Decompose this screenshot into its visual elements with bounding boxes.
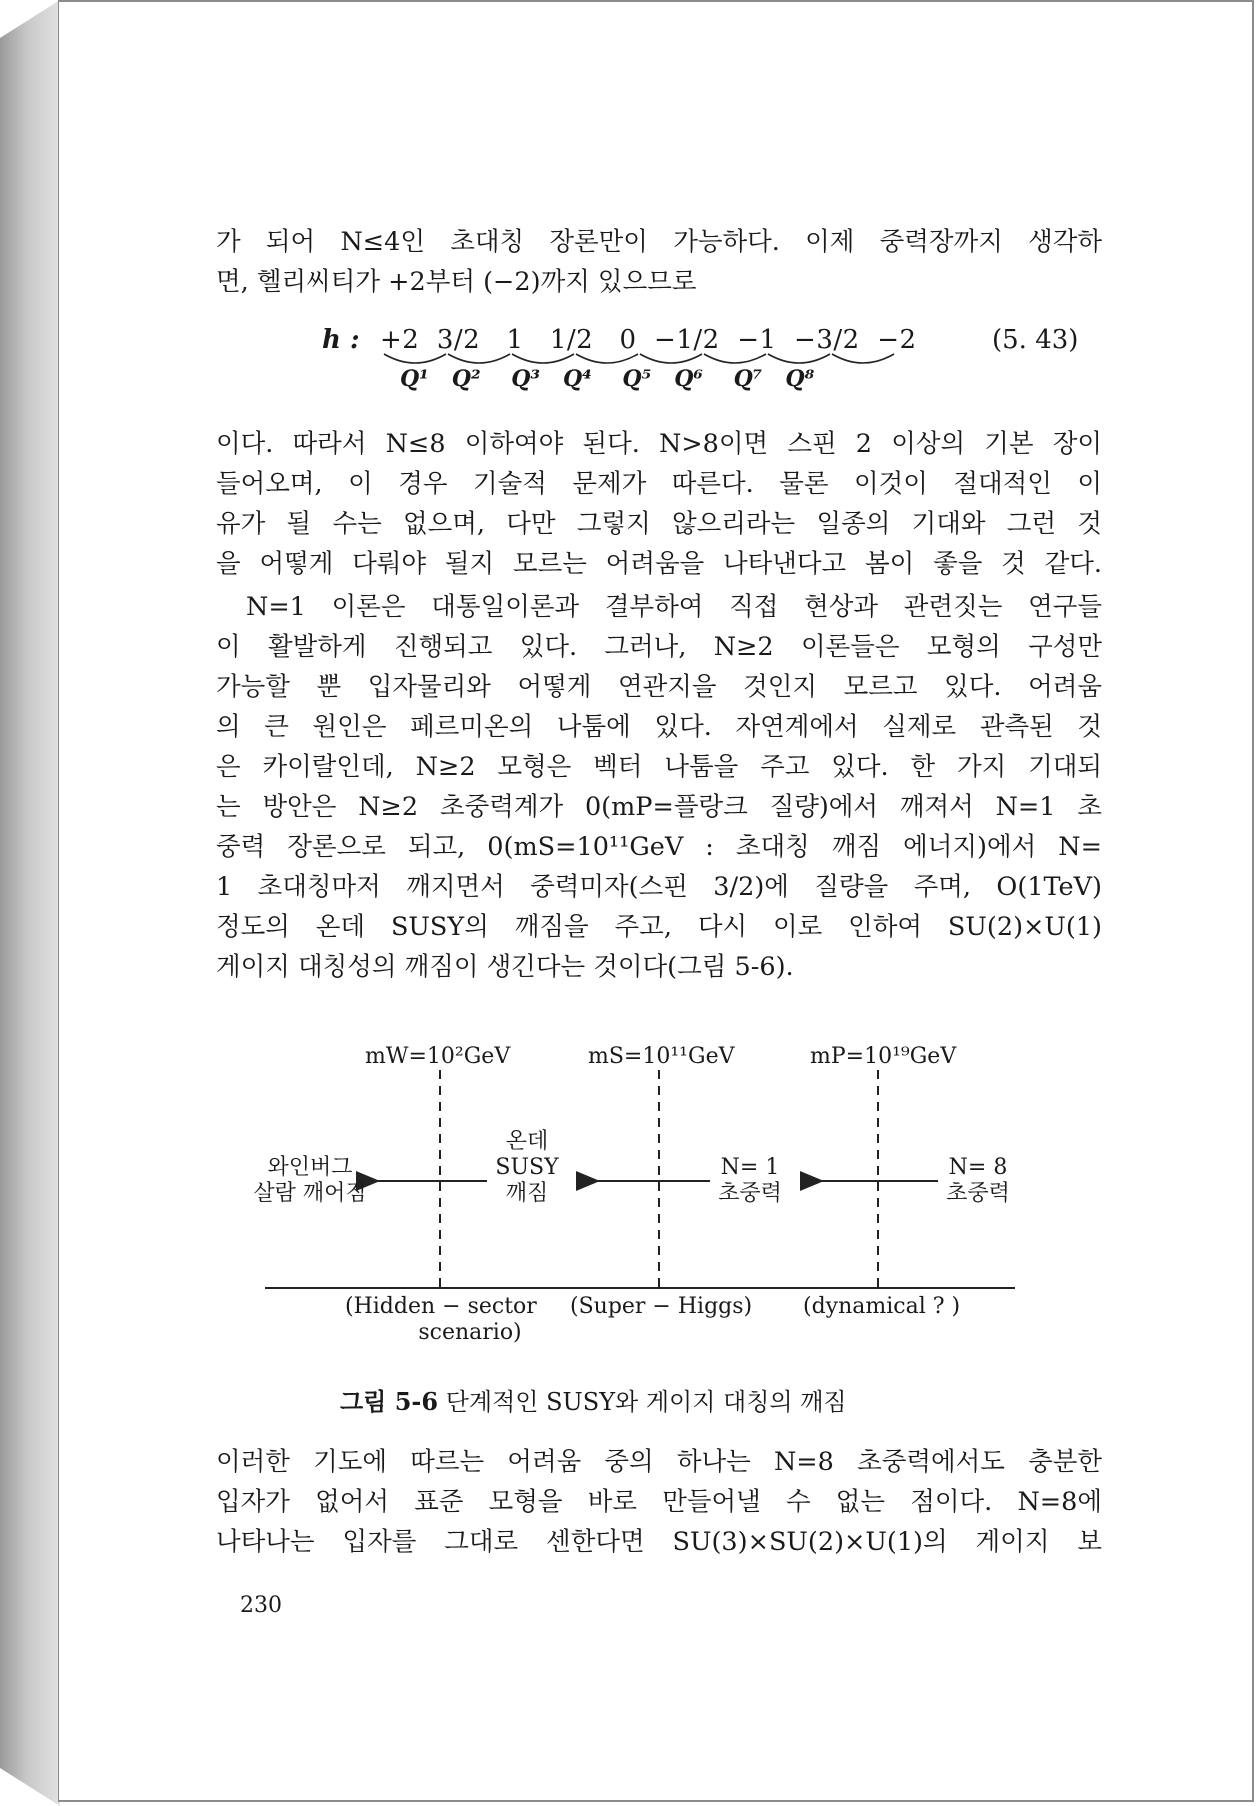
equation-5-43 bbox=[322, 320, 1122, 400]
text-line: 이 활발하게 진행되고 있다. 그러나, N≥2 이론들은 모형의 구성만 bbox=[216, 632, 1102, 662]
text-line: 가 되어 N≤4인 초대칭 장론만이 가능하다. 이제 중력장까지 생각하 bbox=[216, 227, 1102, 257]
text-line: 중력 장론으로 되고, 0(mS=10¹¹GeV : 초대칭 깨짐 에너지)에서 N= bbox=[216, 832, 1102, 862]
text-line: 의 큰 원인은 페르미온의 나툼에 있다. 자연계에서 실제로 관측된 것 bbox=[216, 712, 1102, 742]
page-number: 230 bbox=[240, 1593, 282, 1618]
text-line: 이다. 따라서 N≤8 이하여야 된다. N>8이면 스핀 2 이상의 기본 장이 bbox=[216, 429, 1102, 459]
brace-q3 bbox=[512, 354, 574, 363]
brace-q7 bbox=[768, 354, 830, 363]
brace-q6 bbox=[704, 354, 766, 363]
paragraph-2 bbox=[216, 424, 1102, 584]
text-line: 은 카이랄인데, N≥2 모형은 벡터 나툼을 주고 있다. 한 가지 기대되 bbox=[216, 752, 1102, 782]
book-spine bbox=[0, 0, 60, 1806]
text-line: 면, 헬리씨티가 +2부터 (−2)까지 있으므로 bbox=[216, 267, 697, 297]
mechanism-dynamical: (dynamical ? ) bbox=[803, 1294, 961, 1319]
text-line: 는 방안은 N≥2 초중력계가 0(mP=플랑크 질량)에서 깨져서 N=1 초 bbox=[216, 792, 1102, 822]
brace-q8 bbox=[832, 354, 894, 363]
text-line: 이러한 기도에 따르는 어려움 중의 하나는 N=8 초중력에서도 충분한 bbox=[216, 1447, 1102, 1477]
text-line: 게이지 대칭성의 깨짐이 생긴다는 것이다(그림 5-6). bbox=[216, 952, 794, 982]
scale-label-mp: mP=10¹⁹GeV bbox=[810, 1044, 957, 1069]
figure-5-6 bbox=[250, 1040, 1030, 1345]
mechanism-hidden-sector: (Hidden − sector scenario) bbox=[345, 1294, 537, 1345]
stage-tev-susy: 온데 SUSY 깨짐 bbox=[495, 1129, 559, 1206]
stage-n1-sugra: N= 1 초중력 bbox=[718, 1155, 782, 1206]
equation-number: (5. 43) bbox=[992, 325, 1079, 355]
equation-lhs: h : bbox=[322, 325, 360, 355]
helicity-values: +2 3/2 1 1/2 0 −1/2 −1 −3/2 −2 bbox=[380, 325, 917, 355]
text-line: 입자가 없어서 표준 모형을 바로 만들어낼 수 없는 점이다. N=8에 bbox=[216, 1487, 1102, 1517]
figure-caption bbox=[340, 1382, 847, 1417]
scale-label-ms: mS=10¹¹GeV bbox=[588, 1044, 735, 1069]
text-line: 나타나는 입자를 그대로 센한다면 SU(3)×SU(2)×U(1)의 게이지 보 bbox=[216, 1527, 1102, 1557]
brace-q2 bbox=[448, 354, 510, 363]
supercharges: Q¹ Q² Q³ Q⁴ Q⁵ Q⁶ Q⁷ Q⁸ bbox=[400, 366, 815, 392]
text-line: 들어오며, 이 경우 기술적 문제가 따른다. 물론 이것이 절대적인 이 bbox=[216, 469, 1102, 499]
paragraph-1 bbox=[216, 222, 1102, 302]
text-line: 가능할 뿐 입자물리와 어떻게 연관지을 것인지 모르고 있다. 어려움 bbox=[216, 672, 1102, 702]
stage-weinberg-salam: 와인버그 살람 깨어짐 bbox=[253, 1155, 367, 1206]
brace-q1 bbox=[384, 354, 446, 363]
brace-q4 bbox=[576, 354, 638, 363]
brace-q5 bbox=[640, 354, 702, 363]
stage-n8-sugra: N= 8 초중력 bbox=[946, 1155, 1010, 1206]
text-line: 을 어떻게 다뤄야 될지 모르는 어려움을 나타낸다고 봄이 좋을 것 같다. bbox=[216, 549, 1102, 579]
caption-label: 그림 5-6 bbox=[340, 1387, 439, 1416]
text-line: 1 초대칭마저 깨지면서 중력미자(스핀 3/2)에 질량을 주며, O(1TeV) bbox=[216, 872, 1102, 902]
mechanism-super-higgs: (Super − Higgs) bbox=[570, 1294, 753, 1319]
text-line: 정도의 온데 SUSY의 깨짐을 주고, 다시 이로 인하여 SU(2)×U(1) bbox=[216, 912, 1102, 942]
text-line: 유가 될 수는 없으며, 다만 그렇지 않으리라는 일종의 기대와 그런 것 bbox=[216, 509, 1102, 539]
text-line: N=1 이론은 대통일이론과 결부하여 직접 현상과 관련짓는 연구들 bbox=[246, 592, 1102, 622]
caption-text: 단계적인 SUSY와 게이지 대칭의 깨짐 bbox=[445, 1388, 847, 1416]
paragraph-4 bbox=[216, 1442, 1102, 1562]
scale-label-mw: mW=10²GeV bbox=[365, 1044, 511, 1069]
paragraph-3 bbox=[216, 587, 1102, 987]
